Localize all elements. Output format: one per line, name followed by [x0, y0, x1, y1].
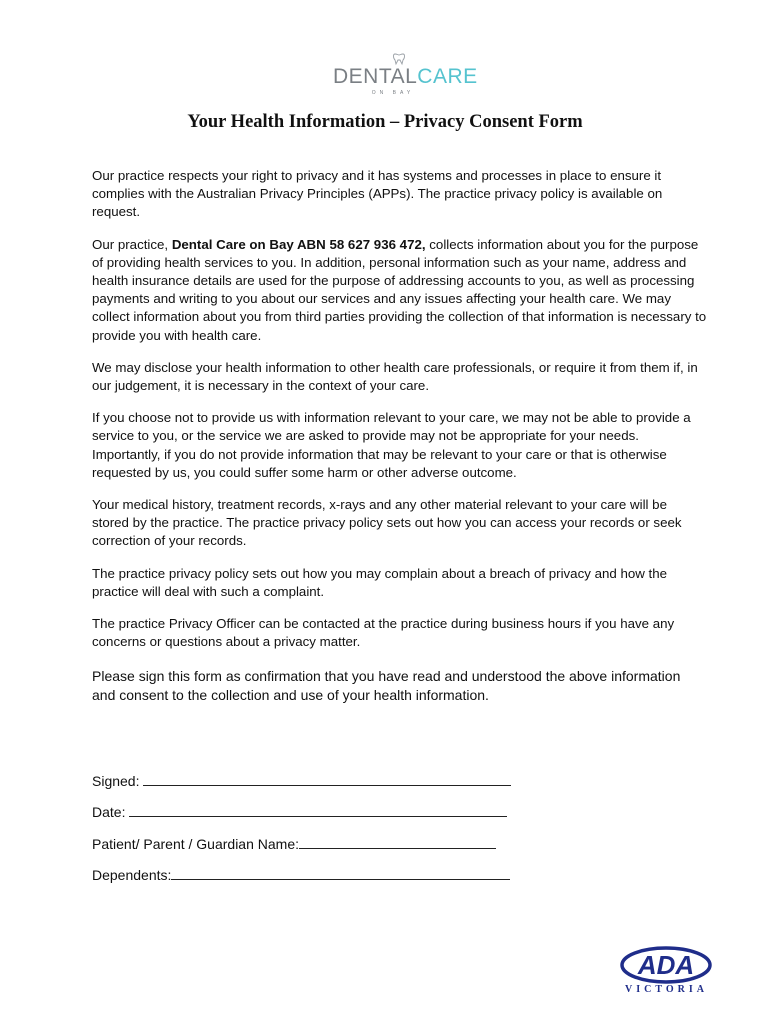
paragraph-complaints: The practice privacy policy sets out how you may complain about a breach of privacy and how the practice will deal with such a complaint.	[92, 565, 668, 599]
date-row	[92, 803, 507, 820]
paragraph-collection-rest: collects information about you for the purpose of providing health services to you. In addition, personal information such as your name, address and health insurance details are used for the purpose of addressing accounts to you, as well as processing payments and writing to you about our services and any issues affecting your health care. We may collect information about you from third parties providing the collection of that information is necessary to provide you with health care.	[92, 236, 707, 343]
logo-wordmark	[333, 66, 478, 88]
signed-field[interactable]	[143, 772, 511, 786]
ada-subtitle: VICTORIA	[625, 984, 708, 995]
paragraph-records: Your medical history, treatment records, x-rays and any other material relevant to your care will be stored by the practice. The practice privacy policy sets out how you can access your records or seek correction of your records.	[92, 497, 682, 549]
paragraph-disclosure: We may disclose your health information to other health care professionals, or require it from them if, in our judgement, it is necessary in the context of your care.	[92, 359, 698, 394]
paragraph-collection	[92, 236, 707, 345]
dental-care-logo	[330, 52, 478, 102]
logo-word-care: CARE	[417, 65, 478, 88]
date-label: Date:	[92, 804, 126, 820]
logo-word-dental: DENTAL	[333, 65, 418, 88]
guardian-name-row	[92, 835, 496, 852]
practice-name-abn: Dental Care on Bay ABN 58 627 936 472,	[171, 236, 426, 252]
signed-label: Signed:	[92, 773, 140, 789]
tooth-icon	[392, 52, 406, 66]
date-field[interactable]	[129, 803, 507, 817]
ada-mark: ADA	[637, 950, 695, 980]
signed-row	[92, 772, 511, 789]
dependents-field[interactable]	[171, 866, 510, 880]
form-title: Your Health Information – Privacy Consent Form	[187, 112, 583, 132]
guardian-name-label: Patient/ Parent / Guardian Name:	[92, 836, 299, 852]
paragraph-collection-start: Our practice,	[92, 236, 172, 252]
logo-subtitle: ON BAY	[371, 90, 415, 96]
dependents-label: Dependents:	[92, 867, 172, 883]
paragraph-privacy-officer: The practice Privacy Officer can be contacted at the practice during business hours if you have any concerns or questions about a privacy matter.	[92, 616, 675, 650]
dependents-row	[92, 866, 510, 883]
paragraph-privacy-intro: Our practice respects your right to privacy and it has systems and processes in place to ensure it complies with the Australian Privacy Principles (APPs). The practice privacy policy is available on request.	[92, 168, 663, 220]
form-body	[92, 167, 707, 719]
paragraph-not-providing: If you choose not to provide us with information relevant to your care, we may not be able to provide a service to you, or the service we are asked to provide may not be appropriate for your needs. Importantly, if you do not provide information that may be relevant to your care or that is otherwise requested by us, you could suffer some harm or other adverse outcome.	[92, 410, 691, 480]
paragraph-consent: Please sign this form as confirmation that you have read and understood the above information and consent to the collection and use of your health information.	[92, 668, 681, 704]
guardian-name-field[interactable]	[299, 835, 496, 849]
